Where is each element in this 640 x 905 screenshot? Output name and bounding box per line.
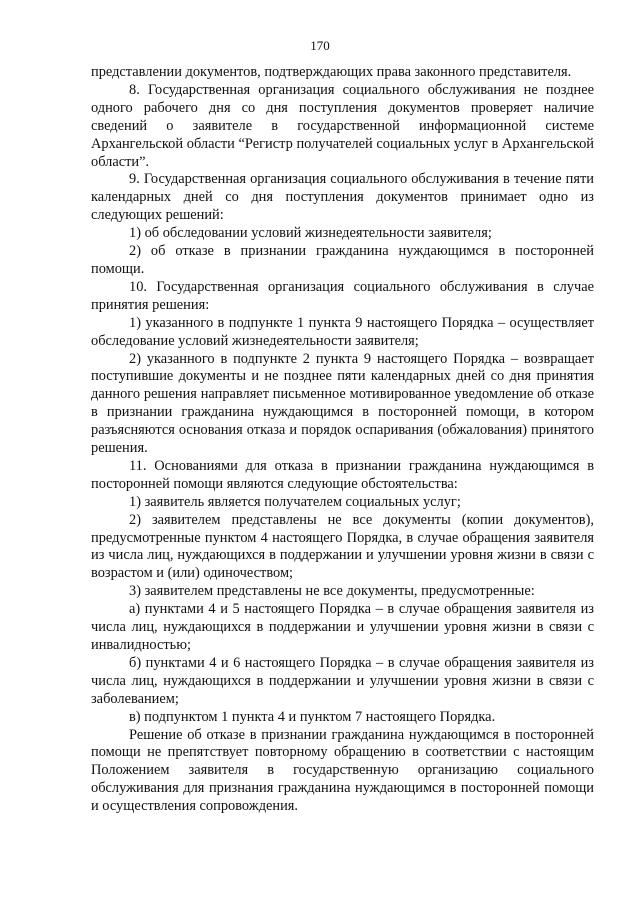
paragraph-subclause: 2) об отказе в признании гражданина нуждающимся в посторонней помощи.: [91, 243, 594, 277]
paragraph-subclause: в) подпунктом 1 пункта 4 и пунктом 7 настоящего Порядка.: [129, 708, 496, 725]
paragraph-clause-10: 10. Государственная организация социального обслуживания в случае принятия решения:: [91, 278, 594, 313]
document-body: [91, 64, 594, 816]
page-number: 170: [310, 38, 330, 53]
paragraph-subclause: 2) указанного в подпункте 2 пункта 9 настоящего Порядка – возвращает поступившие документы и не позднее пяти календарных дней со дня принятия данного решения направляет письменное мотивированное уведомление об отказе в признании гражданина нуждающимся в посторонней помощи, в котором разъясняются основания отказа и порядок оспаривания (обжалования) принятого решения.: [91, 350, 594, 457]
paragraph-closing: Решение об отказе в признании гражданина нуждающимся в посторонней помощи не препятствует повторному обращению в соответствии с настоящим Положением заявителя в государственную организацию социального обслуживания для признания гражданина нуждающимся в посторонней помощи и осуществления сопровождения.: [91, 726, 594, 815]
paragraph-subclause: 2) заявителем представлены не все документы (копии документов), предусмотренные пунктом 4 настоящего Порядка, в случае обращения заявителя из числа лиц, нуждающихся в поддержании и улучшении уровня жизни в связи с возрастом и (или) одиночеством;: [91, 511, 594, 582]
paragraph-subclause: 3) заявителем представлены не все документы, предусмотренные:: [129, 583, 535, 600]
paragraph-subclause: 1) об обследовании условий жизнедеятельности заявителя;: [129, 225, 492, 242]
paragraph-subclause: 1) указанного в подпункте 1 пункта 9 настоящего Порядка – осуществляет обследование условий жизнедеятельности заявителя;: [91, 314, 594, 349]
paragraph-clause-8: 8. Государственная организация социального обслуживания не позднее одного рабочего дня со дня поступления документов проверяет наличие сведений о заявителе в государственной информационной системе Архангельской области “Регистр получателей социальных услуг в Архангельской области”.: [91, 81, 594, 170]
paragraph-clause-11: 11. Основаниями для отказа в признании гражданина нуждающимся в посторонней помощи являются следующие обстоятельства:: [91, 457, 594, 492]
paragraph-subclause: 1) заявитель является получателем социальных услуг;: [129, 493, 461, 510]
paragraph-subclause: б) пунктами 4 и 6 настоящего Порядка – в случае обращения заявителя из числа лиц, нуждающихся в поддержании и улучшении уровня жизни в связи с заболеванием;: [91, 654, 594, 707]
paragraph-clause-9: 9. Государственная организация социального обслуживания в течение пяти календарных дней со дня поступления документов принимает одно из следующих решений:: [91, 171, 594, 224]
paragraph-subclause: а) пунктами 4 и 5 настоящего Порядка – в случае обращения заявителя из числа лиц, нуждающихся в поддержании и улучшении уровня жизни в связи с инвалидностью;: [91, 601, 594, 653]
paragraph: представлении документов, подтверждающих права законного представителя.: [91, 64, 572, 80]
